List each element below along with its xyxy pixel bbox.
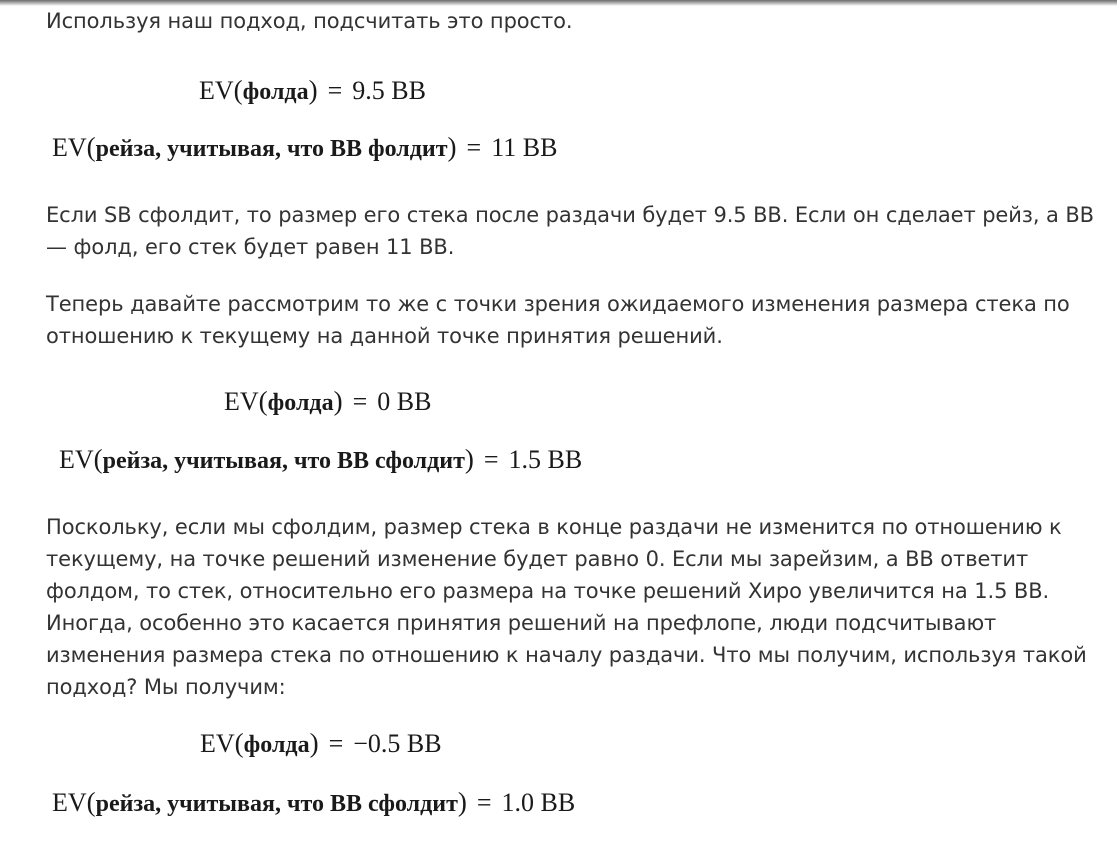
formula-function: EV — [199, 76, 234, 105]
paragraph-explanation: Поскольку, если мы сфолдим, размер стека в конце раздачи не изменится по отношению к текущему, на точке решений изменение будет равно 0. Если мы зарейзим, а BB ответит фолдом, то стек, относительно его размера на точке решений Хиро увеличится на 1.5 BB. Иногда, особенно это касается принятия решений на префлопе, люди подсчитывают изменения размера стека по отношению к началу раздачи. Что мы получим, используя такой подход? Мы получим: — [46, 515, 1087, 699]
formula-argument: рейза, учитывая, что BB фолдит — [95, 136, 448, 162]
formula-close-paren: ) — [333, 386, 343, 416]
formula-argument: рейза, учитывая, что BB сфолдит — [95, 791, 458, 817]
formula-value: −0.5 BB — [353, 729, 442, 758]
formula-close-paren: ) — [457, 787, 467, 817]
formula-value: 1.5 BB — [508, 445, 583, 474]
paragraph-stack-sizes: Если SB сфолдит, то размер его стека после раздачи будет 9.5 BB. Если он сделает рейз, а BB — фолд, его стек будет равен 11 BB. — [46, 203, 1094, 259]
formula-function: EV — [52, 788, 87, 817]
formula-open-paren: ( — [234, 728, 244, 758]
formula-open-paren: ( — [233, 75, 243, 105]
formula-function: EV — [224, 387, 259, 416]
paragraph-expected-change: Теперь давайте рассмотрим то же с точки зрения ожидаемого изменения размера стека по отношению к текущему на данной точке принятия решений. — [46, 292, 1070, 348]
formula-function: EV — [59, 445, 94, 474]
formula-function: EV — [200, 729, 235, 758]
formula-ev-raise-11 — [52, 131, 557, 165]
formula-close-paren: ) — [447, 132, 457, 162]
formula-equals: = — [476, 788, 492, 817]
formula-equals: = — [328, 729, 344, 758]
formula-ev-fold-9-5 — [199, 74, 426, 108]
formula-equals: = — [327, 76, 343, 105]
formula-equals: = — [483, 445, 499, 474]
formula-value: 1.0 BB — [501, 788, 576, 817]
formula-close-paren: ) — [308, 75, 318, 105]
formula-open-paren: ( — [258, 386, 268, 416]
formula-ev-fold-0 — [224, 385, 431, 419]
formula-value: 0 BB — [377, 387, 432, 416]
formula-open-paren: ( — [93, 444, 103, 474]
formula-argument: фолда — [242, 79, 309, 105]
formula-argument: фолда — [267, 390, 334, 416]
formula-argument: фолда — [243, 732, 310, 758]
formula-close-paren: ) — [309, 728, 319, 758]
formula-equals: = — [352, 387, 368, 416]
formula-ev-raise-1-5 — [59, 443, 582, 477]
formula-ev-fold-minus-0-5 — [200, 727, 442, 761]
formula-function: EV — [52, 133, 87, 162]
paragraph-intro: Используя наш подход, подсчитать это просто. — [46, 9, 573, 33]
formula-value: 9.5 BB — [352, 76, 426, 105]
formula-ev-raise-1-0 — [52, 786, 575, 820]
formula-equals: = — [466, 133, 482, 162]
formula-close-paren: ) — [464, 444, 474, 474]
formula-argument: рейза, учитывая, что BB сфолдит — [102, 448, 465, 474]
formula-open-paren: ( — [86, 787, 96, 817]
formula-open-paren: ( — [86, 132, 96, 162]
formula-value: 11 BB — [491, 133, 558, 162]
